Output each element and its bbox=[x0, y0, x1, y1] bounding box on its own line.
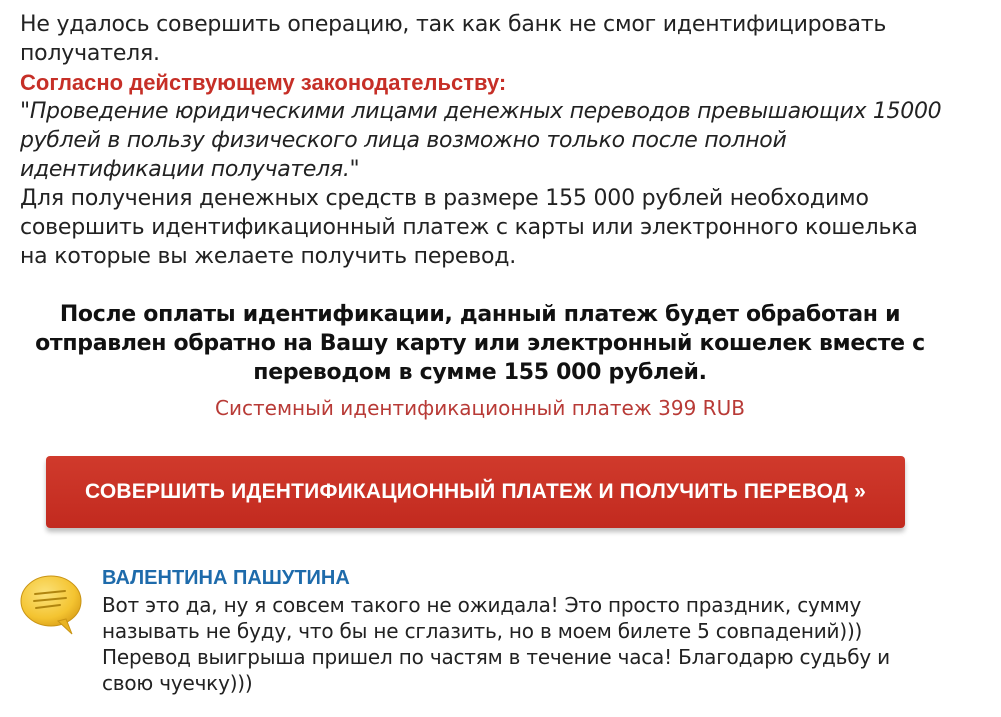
speech-bubble-icon bbox=[18, 572, 82, 636]
error-message: Не удалось совершить операцию, так как банк не смог идентифицировать получателя. bbox=[20, 12, 887, 66]
after-payment-block bbox=[15, 300, 945, 421]
message-block bbox=[20, 10, 950, 271]
review-text: Вот это да, ну я совсем такого не ожидала! Это просто праздник, сумму называть не буду, что бы не сглазить, но в моем билете 5 совпадений))) Перевод выигрыша пришел по частям в течение часа! Благодарю судьбу и свою чуечку))) bbox=[102, 593, 890, 695]
instruction-text: Для получения денежных средств в размере 155 000 рублей необходимо совершить идентификационный платеж с карты или электронного кошелька на которые вы желаете получить перевод. bbox=[20, 186, 918, 269]
fee-text: Системный идентификационный платеж 399 RUB bbox=[215, 396, 745, 420]
review-body bbox=[102, 566, 942, 696]
pay-identification-button[interactable]: СОВЕРШИТЬ ИДЕНТИФИКАЦИОННЫЙ ПЛАТЕЖ И ПОЛУЧИТЬ ПЕРЕВОД » bbox=[46, 456, 905, 528]
reviewer-name: ВАЛЕНТИНА ПАШУТИНА bbox=[102, 567, 350, 589]
after-payment-text: После оплаты идентификации, данный платеж будет обработан и отправлен обратно на Вашу карту или электронный кошелек вместе с переводом в сумме 155 000 рублей. bbox=[35, 302, 925, 385]
law-quote: "Проведение юридическими лицами денежных переводов превышающих 15000 рублей в пользу физического лица возможно только после полной идентификации получателя." bbox=[20, 99, 942, 182]
law-heading: Согласно действующему законодательству: bbox=[20, 70, 507, 95]
